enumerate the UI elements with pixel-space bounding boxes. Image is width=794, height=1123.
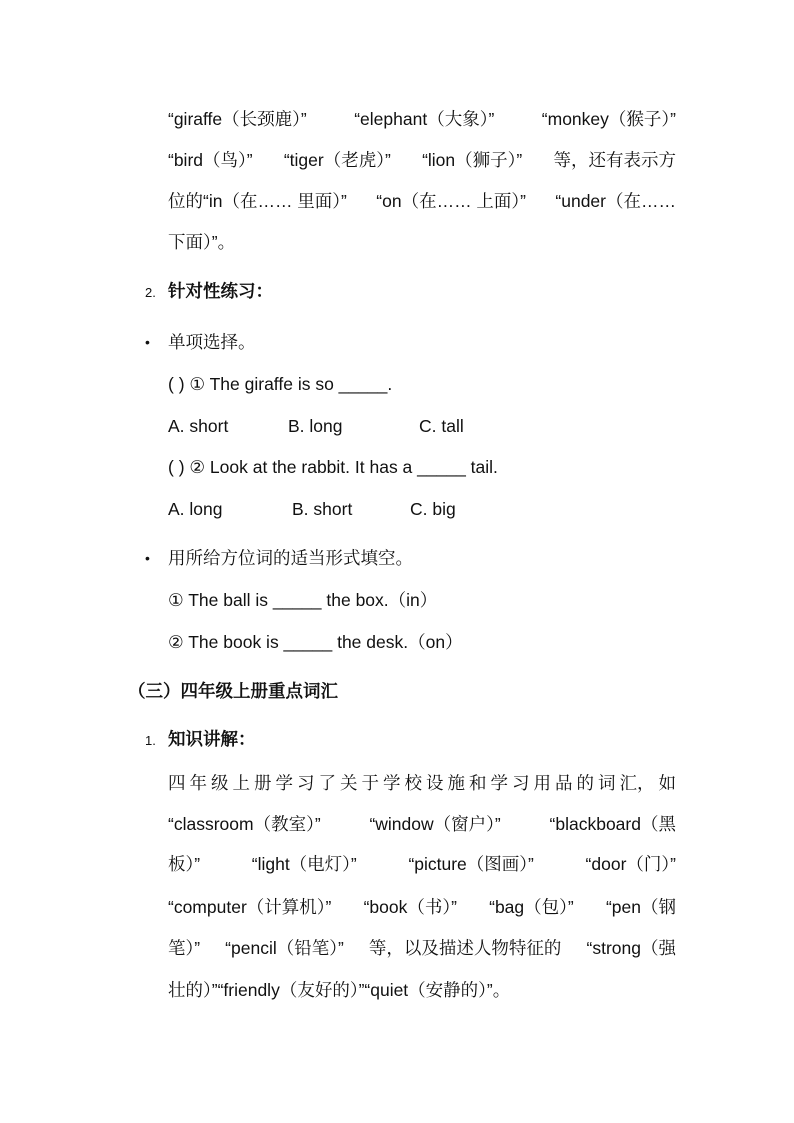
- char: 级: [211, 773, 229, 793]
- vocab-strong: “strong（强: [586, 938, 676, 958]
- char: 词: [598, 773, 616, 793]
- section-title: 针对性练习：: [168, 281, 273, 301]
- intro-line-2: [168, 148, 676, 172]
- explain-line-2: [168, 812, 676, 836]
- vocab-light: “light（电灯）”: [251, 854, 357, 874]
- vocab-elephant: “elephant（大象）”: [354, 109, 495, 129]
- vocab-pencil: “pencil（铅笔）”: [225, 938, 344, 958]
- explain-text: 等，以及描述人物特征的: [368, 938, 562, 958]
- char: 学: [490, 773, 508, 793]
- q2-option-a: A. long: [168, 499, 223, 519]
- char: 如: [658, 773, 676, 793]
- char: 的: [576, 773, 594, 793]
- vocab-on: “on（在…… 上面）”: [376, 191, 527, 211]
- intro-line-4: 下面）”。: [168, 232, 236, 252]
- bullet-single-choice: 单项选择。: [168, 332, 256, 352]
- vocab-tiger: “tiger（老虎）”: [283, 150, 391, 170]
- vocab-picture: “picture（图画）”: [408, 854, 534, 874]
- vocab-in: 位的“in（在…… 里面）”: [168, 191, 347, 211]
- vocab-lion: “lion（狮子）”: [422, 150, 523, 170]
- vocab-book: “book（书）”: [363, 897, 457, 917]
- char: 四: [168, 773, 186, 793]
- vocab-bag: “bag（包）”: [489, 897, 574, 917]
- explain-line-5: [168, 936, 676, 960]
- explain-line-4: [168, 895, 676, 919]
- q1-option-b: B. long: [288, 416, 343, 436]
- vocab-bird: “bird（鸟）”: [168, 150, 253, 170]
- char: 汇，: [619, 773, 655, 793]
- vocab-window: “window（窗户）”: [369, 814, 501, 834]
- char: 习: [297, 773, 315, 793]
- char: 施: [447, 773, 465, 793]
- char: 品: [555, 773, 573, 793]
- bullet-dot-icon: •: [145, 550, 150, 566]
- q2-option-c: C. big: [410, 499, 456, 519]
- question-1: ( ) ① The giraffe is so _____.: [168, 374, 393, 394]
- vocab-giraffe: “giraffe（长颈鹿）”: [168, 109, 307, 129]
- intro-text: 等，还有表示方: [553, 150, 676, 170]
- q1-option-c: C. tall: [419, 416, 464, 436]
- char: 用: [533, 773, 551, 793]
- bullet-fill-blank: 用所给方位词的适当形式填空。: [168, 548, 413, 568]
- vocab-computer: “computer（计算机）”: [168, 897, 332, 917]
- fill-question-1: ① The ball is _____ the box.（in）: [168, 590, 438, 610]
- char: 学: [275, 773, 293, 793]
- char: 了: [318, 773, 336, 793]
- q2-option-b: B. short: [292, 499, 353, 519]
- question-2: ( ) ② Look at the rabbit. It has a _____ tail.: [168, 457, 498, 477]
- char: 和: [469, 773, 487, 793]
- char: 校: [404, 773, 422, 793]
- section-number: 2.: [145, 285, 156, 300]
- fill-question-2: ② The book is _____ the desk.（on）: [168, 632, 463, 652]
- vocab-classroom: “classroom（教室）”: [168, 814, 321, 834]
- char: 习: [512, 773, 530, 793]
- vocab-blackboard: “blackboard（黑: [549, 814, 676, 834]
- bullet-dot-icon: •: [145, 334, 150, 350]
- explain-line-3: [168, 852, 676, 876]
- char: 学: [383, 773, 401, 793]
- char: 册: [254, 773, 272, 793]
- vocab-blackboard-end: 板）”: [168, 854, 201, 874]
- vocab-door: “door（门）”: [585, 854, 676, 874]
- char: 关: [340, 773, 358, 793]
- char: 上: [232, 773, 250, 793]
- explain-line-6: 壮的）”“friendly（友好的）”“quiet（安静的）”。: [168, 980, 511, 1000]
- section-number: 1.: [145, 733, 156, 748]
- vocab-monkey: “monkey（猴子）”: [541, 109, 676, 129]
- part-heading: （三）四年级上册重点词汇: [128, 681, 338, 701]
- char: 设: [426, 773, 444, 793]
- section-title: 知识讲解：: [168, 729, 256, 749]
- intro-line-1: [168, 107, 676, 131]
- intro-line-3: [168, 189, 676, 213]
- char: 年: [189, 773, 207, 793]
- q1-option-a: A. short: [168, 416, 229, 436]
- char: 于: [361, 773, 379, 793]
- vocab-pen-end: 笔）”: [168, 938, 201, 958]
- vocab-under: “under（在……: [555, 191, 676, 211]
- vocab-pen: “pen（钢: [605, 897, 676, 917]
- explain-line-1: [168, 771, 676, 795]
